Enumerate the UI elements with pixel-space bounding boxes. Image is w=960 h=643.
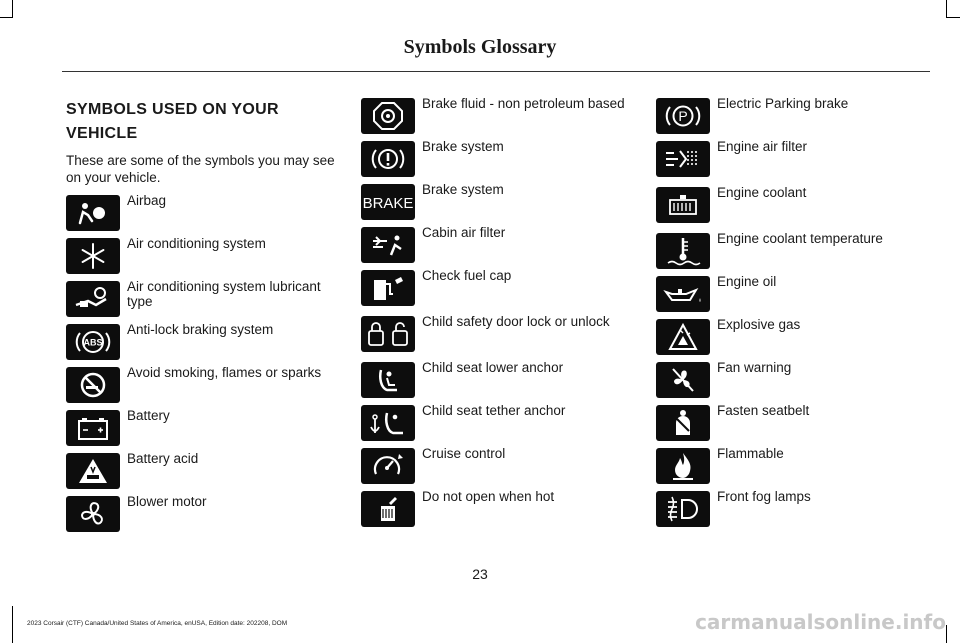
battery-acid-icon xyxy=(66,453,120,489)
page-number: 23 xyxy=(472,566,488,582)
watermark: carmanualsonline.info xyxy=(695,610,946,634)
page-header-title: Symbols Glossary xyxy=(403,36,557,58)
symbol-label: Fan warning xyxy=(717,360,792,375)
hot-cap-icon xyxy=(361,491,415,527)
symbol-item xyxy=(66,453,346,493)
symbol-label: Brake system xyxy=(422,182,504,197)
child-seat-icon xyxy=(361,362,415,398)
symbol-item xyxy=(361,362,641,402)
fan-icon xyxy=(66,496,120,532)
symbol-item xyxy=(656,448,936,488)
symbol-item xyxy=(66,367,346,407)
parking-brake-letter: P xyxy=(678,108,688,124)
brake-fluid-icon xyxy=(361,98,415,134)
fuel-cap-icon xyxy=(361,270,415,306)
footer-edition: 2023 Corsair (CTF) Canada/United States of America, enUSA, Edition date: 202208, DOM xyxy=(27,620,288,627)
symbol-item xyxy=(361,227,641,267)
symbol-item xyxy=(361,448,641,488)
symbol-label: Engine oil xyxy=(717,274,777,289)
symbol-item xyxy=(66,324,346,364)
symbol-label: Air conditioning system lubricant type xyxy=(127,279,321,309)
coolant-temp-icon xyxy=(656,233,710,269)
symbol-label: Anti-lock braking system xyxy=(127,322,274,337)
symbol-label: Check fuel cap xyxy=(422,268,512,283)
symbol-label: Brake system xyxy=(422,139,504,154)
symbol-label: Engine coolant temperature xyxy=(717,231,883,246)
fog-lamp-icon xyxy=(656,491,710,527)
symbol-item xyxy=(361,184,641,224)
crop-mark xyxy=(0,17,12,18)
airbag-icon xyxy=(66,195,120,231)
section-title: SYMBOLS USED ON YOUR VEHICLE xyxy=(66,101,279,142)
header-rule xyxy=(62,71,930,72)
abs-text: ABS xyxy=(83,337,103,348)
symbol-item xyxy=(361,141,641,181)
flame-icon xyxy=(656,448,710,484)
symbol-label: Flammable xyxy=(717,446,784,461)
symbol-label: Fasten seatbelt xyxy=(717,403,810,418)
child-seat-anchor-icon xyxy=(361,405,415,441)
crop-mark xyxy=(946,625,947,643)
ac-lubricant-icon xyxy=(66,281,120,317)
symbol-label: Child seat tether anchor xyxy=(422,403,566,418)
crop-mark xyxy=(947,17,960,18)
symbol-label: Child safety door lock or unlock xyxy=(422,314,610,329)
symbol-item xyxy=(656,141,936,181)
brake-text-icon xyxy=(361,184,415,220)
symbol-label: Electric Parking brake xyxy=(717,96,849,111)
snowflake-icon xyxy=(66,238,120,274)
symbol-label: Brake fluid - non petroleum based xyxy=(422,96,625,111)
symbol-label: Do not open when hot xyxy=(422,489,555,504)
symbol-label: Battery xyxy=(127,408,170,423)
cruise-control-icon xyxy=(361,448,415,484)
engine-filter-icon xyxy=(656,141,710,177)
symbol-label: Cabin air filter xyxy=(422,225,506,240)
symbol-label: Air conditioning system xyxy=(127,236,266,251)
symbol-item xyxy=(66,281,346,321)
seatbelt-icon xyxy=(656,405,710,441)
battery-icon xyxy=(66,410,120,446)
symbol-item xyxy=(656,233,936,273)
no-smoking-icon xyxy=(66,367,120,403)
symbol-item xyxy=(361,270,641,310)
brake-icon-text: BRAKE xyxy=(362,195,414,212)
oil-can-icon xyxy=(656,276,710,312)
symbol-item xyxy=(656,98,936,138)
symbol-label: Cruise control xyxy=(422,446,506,461)
symbol-label: Avoid smoking, flames or sparks xyxy=(127,365,322,380)
intro-text: These are some of the symbols you may see on your vehicle. xyxy=(66,153,335,185)
symbol-label: Engine coolant xyxy=(717,185,807,200)
symbol-item xyxy=(656,405,936,445)
child-lock-icon xyxy=(361,316,415,352)
symbol-item xyxy=(656,491,936,531)
symbol-label: Explosive gas xyxy=(717,317,801,332)
crop-mark xyxy=(12,0,13,18)
symbol-label: Airbag xyxy=(127,193,167,208)
crop-mark xyxy=(12,606,13,643)
cabin-filter-icon xyxy=(361,227,415,263)
symbol-item xyxy=(361,316,641,356)
parking-brake-icon xyxy=(656,98,710,134)
symbol-item xyxy=(656,319,936,359)
symbol-item xyxy=(361,405,641,445)
explosive-icon xyxy=(656,319,710,355)
symbol-item xyxy=(66,410,346,450)
fan-warning-icon xyxy=(656,362,710,398)
symbol-item xyxy=(656,276,936,316)
brake-warning-icon xyxy=(361,141,415,177)
symbol-label: Front fog lamps xyxy=(717,489,811,504)
symbol-item xyxy=(361,98,641,138)
symbol-label: Blower motor xyxy=(127,494,207,509)
symbol-label: Engine air filter xyxy=(717,139,808,154)
abs-icon xyxy=(66,324,120,360)
crop-mark xyxy=(946,0,947,18)
symbol-item xyxy=(66,238,346,278)
symbol-label: Battery acid xyxy=(127,451,199,466)
coolant-icon xyxy=(656,187,710,223)
symbol-label: Child seat lower anchor xyxy=(422,360,564,375)
symbol-item xyxy=(656,362,936,402)
symbol-item xyxy=(66,496,346,536)
symbol-item xyxy=(656,187,936,227)
symbol-item xyxy=(66,195,346,235)
symbol-item xyxy=(361,491,641,531)
